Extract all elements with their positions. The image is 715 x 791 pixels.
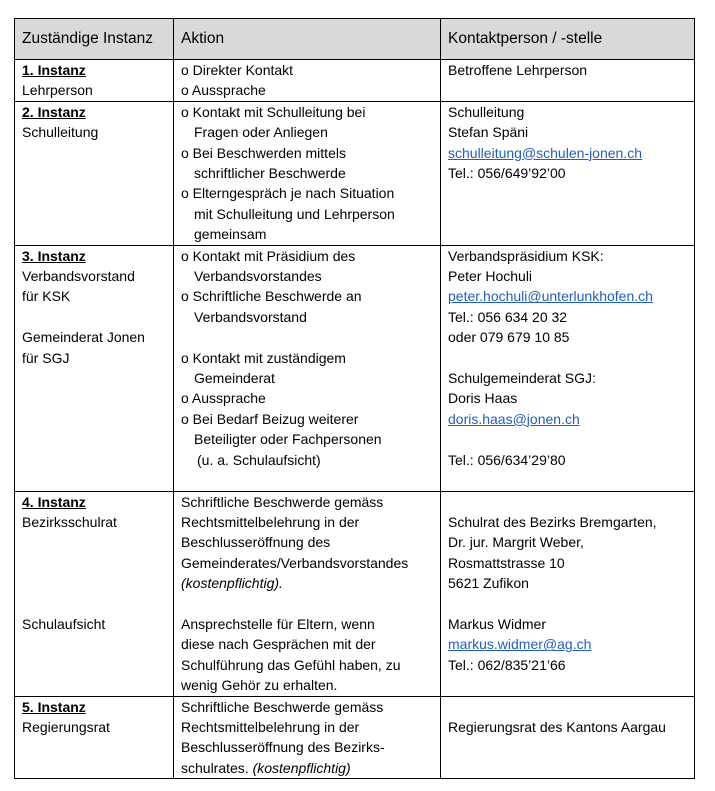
header-instanz: Zuständige Instanz xyxy=(15,19,174,60)
kontakt-line: Schulgemeinderat SGJ: xyxy=(448,370,596,387)
kontakt-line: 5621 Zufikon xyxy=(448,575,529,592)
aktion-item-cont: Verbandsvorstandes xyxy=(194,268,322,285)
kontakt-line: Doris Haas xyxy=(448,390,518,407)
kontakt-line: Betroffene Lehrperson xyxy=(448,62,588,78)
aktion-cell xyxy=(174,245,441,491)
aktion-line: Beschlusseröffnung des xyxy=(181,534,331,551)
instanz-name: Schulaufsicht xyxy=(22,615,106,632)
kontakt-phone: Tel.: 062/835’21’66 xyxy=(448,656,566,673)
aktion-item-cont: schriftlicher Beschwerde xyxy=(194,165,346,182)
aktion-line: wenig Gehör zu erhalten. xyxy=(181,677,338,694)
kontakt-line: Schulleitung xyxy=(448,103,525,120)
instanz-title: 5. Instanz xyxy=(22,698,86,715)
kontakt-line: Dr. jur. Margrit Weber, xyxy=(448,534,584,551)
kontakt-line: Stefan Späni xyxy=(448,124,529,141)
aktion-item: o Elterngespräch je nach Situation xyxy=(181,185,395,202)
aktion-item-cont: Fragen oder Anliegen xyxy=(194,124,328,141)
table-header-row xyxy=(15,19,695,60)
instanz-name: Lehrperson xyxy=(22,82,93,99)
table-row xyxy=(15,696,695,779)
instanz-name: Bezirksschulrat xyxy=(22,513,117,530)
aktion-line: Rechtsmittelbelehrung in der xyxy=(181,718,360,735)
kontakt-line: Markus Widmer xyxy=(448,615,547,632)
instanz-cell xyxy=(15,696,174,779)
instanz-title: 1. Instanz xyxy=(22,62,86,78)
aktion-item-cont: Verbandsvorstand xyxy=(194,308,307,325)
instanz-name: für SGJ xyxy=(22,349,70,366)
email-link[interactable]: peter.hochuli@unterlunkhofen.ch xyxy=(448,288,653,305)
aktion-item: o Kontakt mit Präsidium des xyxy=(181,247,356,264)
instanz-title: 4. Instanz xyxy=(22,493,86,510)
aktion-cell xyxy=(174,491,441,696)
aktion-item-cont: mit Schulleitung und Lehrperson xyxy=(194,205,395,222)
aktion-item: o Aussprache xyxy=(181,390,266,407)
aktion-line: Rechtsmittelbelehrung in der xyxy=(181,513,360,530)
kontakt-cell xyxy=(441,60,695,102)
aktion-item: o Aussprache xyxy=(181,82,266,99)
instanz-cell xyxy=(15,60,174,102)
kontakt-line: Peter Hochuli xyxy=(448,268,533,285)
aktion-line-wrap xyxy=(181,758,434,778)
kontakt-line: Rosmattstrasse 10 xyxy=(448,554,565,571)
table-row xyxy=(15,245,695,491)
instanz-title: 3. Instanz xyxy=(22,247,86,264)
aktion-item: o Bei Beschwerden mittels xyxy=(181,144,346,161)
aktion-cell xyxy=(174,60,441,102)
instanz-cell xyxy=(15,491,174,696)
email-link[interactable]: doris.haas@jonen.ch xyxy=(448,410,580,427)
email-link[interactable]: markus.widmer@ag.ch xyxy=(448,636,592,653)
aktion-item-cont: Gemeinderat xyxy=(194,370,275,387)
aktion-item: o Direkter Kontakt xyxy=(181,62,294,78)
aktion-line: diese nach Gesprächen mit der xyxy=(181,636,376,653)
aktion-cost-note: (kostenpflichtig) xyxy=(252,759,351,776)
table-row xyxy=(15,101,695,245)
aktion-item: o Schriftliche Beschwerde an xyxy=(181,288,362,305)
aktion-line: schulrates. xyxy=(181,759,249,776)
header-kontakt: Kontaktperson / -stelle xyxy=(441,19,695,60)
aktion-line: Schriftliche Beschwerde gemäss xyxy=(181,698,384,715)
aktion-item-cont: Beteiligter oder Fachpersonen xyxy=(194,431,382,448)
aktion-line: Gemeinderates/Verbandsvorstandes xyxy=(181,554,409,571)
kontakt-cell xyxy=(441,696,695,779)
instanz-cell xyxy=(15,245,174,491)
aktion-cell xyxy=(174,696,441,779)
kontakt-phone: oder 079 679 10 85 xyxy=(448,329,570,346)
instanz-name: Schulleitung xyxy=(22,124,99,141)
instanzen-table xyxy=(14,18,695,779)
kontakt-phone: Tel.: 056/649’92’00 xyxy=(448,165,566,182)
kontakt-cell xyxy=(441,491,695,696)
kontakt-phone: Tel.: 056 634 20 32 xyxy=(448,308,568,325)
aktion-line: Schulführung das Gefühl haben, zu xyxy=(181,656,401,673)
email-link[interactable]: schulleitung@schulen-jonen.ch xyxy=(448,144,642,161)
aktion-item-cont: (u. a. Schulaufsicht) xyxy=(197,451,321,468)
aktion-item: o Bei Bedarf Beizug weiterer xyxy=(181,410,359,427)
instanz-title: 2. Instanz xyxy=(22,103,86,120)
kontakt-line: Verbandspräsidium KSK: xyxy=(448,247,604,264)
aktion-cost-note: (kostenpflichtig). xyxy=(181,575,283,592)
kontakt-line: Schulrat des Bezirks Bremgarten, xyxy=(448,513,657,530)
kontakt-line: Regierungsrat des Kantons Aargau xyxy=(448,718,666,735)
aktion-line: Beschlusseröffnung des Bezirks- xyxy=(181,739,385,756)
kontakt-cell xyxy=(441,245,695,491)
aktion-line: Schriftliche Beschwerde gemäss xyxy=(181,493,384,510)
aktion-item: o Kontakt mit zuständigem xyxy=(181,349,346,366)
kontakt-cell xyxy=(441,101,695,245)
instanz-name: Verbandsvorstand xyxy=(22,268,135,285)
table-row xyxy=(15,491,695,696)
instanz-name: für KSK xyxy=(22,288,71,305)
table-row xyxy=(15,60,695,102)
aktion-item-cont: gemeinsam xyxy=(194,226,267,243)
aktion-item: o Kontakt mit Schulleitung bei xyxy=(181,103,366,120)
header-aktion: Aktion xyxy=(174,19,441,60)
instanz-cell xyxy=(15,101,174,245)
instanz-name: Regierungsrat xyxy=(22,718,110,735)
instanz-name: Gemeinderat Jonen xyxy=(22,329,145,346)
kontakt-phone: Tel.: 056/634’29’80 xyxy=(448,451,566,468)
aktion-cell xyxy=(174,101,441,245)
aktion-line: Ansprechstelle für Eltern, wenn xyxy=(181,615,375,632)
